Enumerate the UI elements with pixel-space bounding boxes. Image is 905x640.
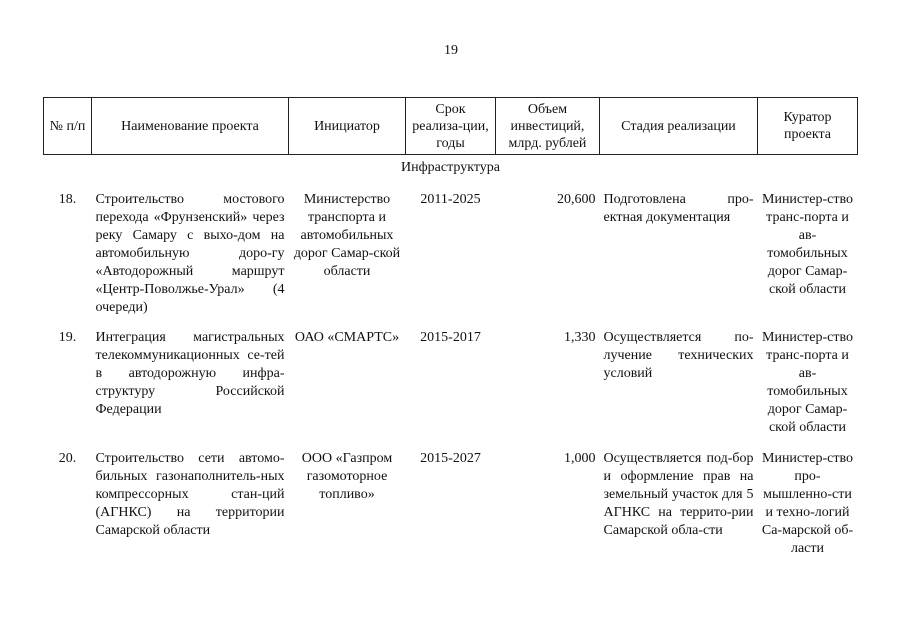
project-curator: Министер-ство про-мышленно-сти и техно-логий Са-марской об-ласти [761,451,854,556]
project-initiator: ООО «Газпром газомоторное топливо» [301,451,393,502]
project-name: Строительство мостового перехода «Фрунзенский» через реку Самару с выхо-дом на автомобильную доро-гу «Автодорожный маршрут «Центр-Поволжье-Урал» (4 очереди) [95,192,285,315]
table-row [44,329,858,450]
project-curator: Министер-ство транс-порта и ав-томобильных дорог Самар-ской области [762,192,853,297]
table-row [44,187,858,329]
header-investment: Объем инвестиций, млрд. рублей [496,98,600,155]
project-stage: Подготовлена про-ектная документация [603,192,754,225]
project-stage: Осуществляется под-бор и оформление прав на земельный участок для 5 АГНКС на террито-рии Самарской обла-сти [603,451,754,538]
header-row [44,98,858,155]
page-number: 19 [444,43,458,58]
project-name: Интеграция магистральных телекоммуникационных се-тей в автодорожную инфра-структуру Российской Федерации [95,330,285,417]
project-investment: 20,600 [557,192,596,207]
project-initiator: ОАО «СМАРТС» [294,330,400,345]
header-num: № п/п [44,98,92,155]
projects-table [43,97,857,590]
header-initiator: Инициатор [289,98,406,155]
project-name: Строительство сети автомо-бильных газонаполнитель-ных компрессорных стан-ций (АГНКС) на территории Самарской области [95,451,285,538]
table-row [44,450,858,590]
project-initiator: Министерство транспорта и автомобильных дорог Самар-ской области [293,192,401,279]
row-num: 20. [58,451,77,466]
project-stage: Осуществляется по-лучение технических условий [603,330,754,381]
project-term: 2015-2027 [420,451,481,466]
project-term: 2015-2017 [420,330,481,345]
row-num: 18. [58,192,77,207]
project-term: 2011-2025 [420,192,481,207]
header-term: Срок реализа-ции, годы [406,98,496,155]
project-curator: Министер-ство транс-порта и ав-томобильных дорог Самар-ской области [762,330,853,435]
header-curator: Куратор проекта [758,98,858,155]
section-title: Инфраструктура [401,160,500,175]
row-num: 19. [58,330,77,345]
project-investment: 1,330 [564,330,596,345]
header-name: Наименование проекта [92,98,289,155]
header-stage: Стадия реализации [600,98,758,155]
project-investment: 1,000 [564,451,596,466]
section-row [44,155,858,188]
